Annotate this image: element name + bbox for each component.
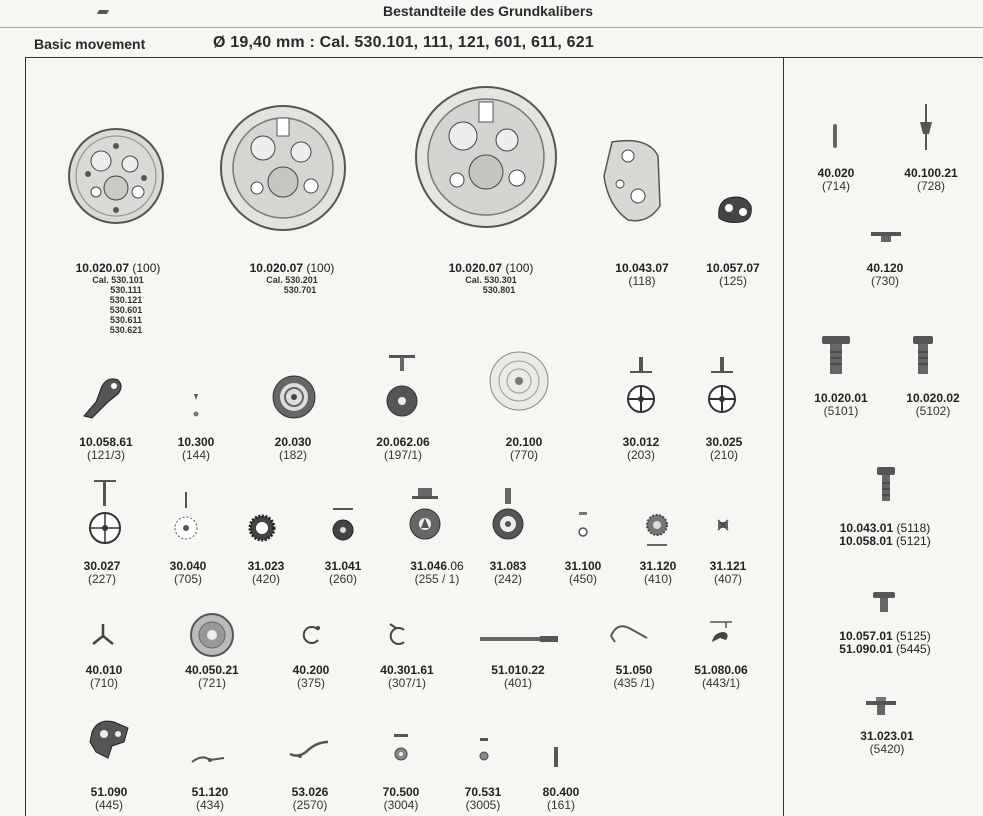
lever-image: [78, 372, 128, 422]
screw-3005-image: [477, 736, 491, 762]
mainspring-barrel-image: [188, 612, 236, 658]
wheel-203-image: [626, 355, 656, 415]
part-20.062.06: 20.062.06 (197/1): [376, 435, 430, 462]
part-30.040: 30.040 (705): [169, 559, 207, 586]
wheel-705-image: [172, 490, 200, 542]
part-40.200: 40.200 (375): [292, 663, 330, 690]
pin-161-image: [553, 747, 559, 767]
wheel-420-image: [248, 514, 276, 542]
part-31.046.06: 31.046.06 (255 / 1): [410, 559, 464, 586]
part-51.050: 51.050 (435 /1): [613, 663, 655, 690]
part-20.030: 20.030 (182): [274, 435, 312, 462]
screw-5102-image: [913, 336, 933, 374]
stem-image: [480, 634, 560, 644]
wheel-227-image: [88, 478, 122, 546]
balance-assembly-image: [385, 353, 419, 423]
stem-728-image: [917, 104, 935, 150]
part-10.020.07-a: 10.020.07 (100) Cal. 530.101 530.111 530.121 530.601 530.611 530.621: [75, 261, 161, 335]
part-31.023.01: 31.023.01 (5420): [860, 729, 914, 756]
part-40.020: 40.020 (714): [817, 166, 855, 193]
screw-3004-image: [392, 732, 410, 762]
part-70.531: 70.531 (3005): [464, 785, 502, 812]
part-10.058.61: 10.058.61 (121/3): [79, 435, 133, 462]
part-53.026: 53.026 (2570): [291, 785, 329, 812]
balance-wheel-image: [269, 374, 319, 420]
movement-image-2: [217, 104, 349, 232]
screw-730-image: [871, 230, 901, 242]
basic-movement-label: Basic movement: [34, 36, 146, 52]
part-10.300: 10.300 (144): [177, 435, 215, 462]
column-divider: [783, 57, 784, 816]
header-rule: [0, 27, 983, 28]
part-10.020.07-b: 10.020.07 (100) Cal. 530.201 530.701: [249, 261, 335, 295]
screw-5118-image: [877, 467, 895, 501]
part-31.120: 31.120 (410): [639, 559, 677, 586]
spring-435-image: [607, 620, 649, 644]
part-10.057.01-51.090.01: 10.057.01 (5125) 51.090.01 (5445): [839, 629, 931, 656]
click-spring-image: [90, 622, 116, 648]
movement-image-1: [66, 126, 166, 226]
part-51.080.06: 51.080.06 (443/1): [694, 663, 748, 690]
part-70.500: 70.500 (3004): [382, 785, 420, 812]
part-51.090: 51.090 (445): [90, 785, 128, 812]
barrel-image: [408, 486, 442, 542]
part-40.010: 40.010 (710): [85, 663, 123, 690]
part-31.023: 31.023 (420): [247, 559, 285, 586]
wheel-210-image: [707, 355, 737, 415]
part-31.083: 31.083 (242): [489, 559, 527, 586]
jewel-pin-image: [192, 392, 200, 418]
page-title-german: Bestandteile des Grundkalibers: [383, 3, 594, 19]
part-10.043.07: 10.043.07 (118): [615, 261, 669, 288]
part-80.400: 80.400 (161): [542, 785, 580, 812]
part-31.041: 31.041 (260): [324, 559, 362, 586]
bridge-plate-image: [598, 136, 664, 226]
spring-307-image: [386, 620, 412, 648]
part-30.027: 30.027 (227): [83, 559, 121, 586]
part-40.120: 40.120 (730): [866, 261, 904, 288]
lever-443-image: [706, 618, 736, 648]
part-51.120: 51.120 (434): [191, 785, 229, 812]
part-10.020.02: 10.020.02 (5102): [906, 391, 960, 418]
wheel-260-image: [329, 506, 357, 542]
spring-375-image: [300, 624, 322, 646]
spring-2570-image: [288, 738, 332, 762]
part-10.043.01-10.058.01: 10.043.01 (5118) 10.058.01 (5121): [839, 521, 931, 548]
header-mark: [97, 10, 109, 14]
part-10.020.01: 10.020.01 (5101): [814, 391, 868, 418]
wheel-242-image: [491, 486, 525, 542]
screw-5125-image: [873, 592, 895, 612]
part-40.050.21: 40.050.21 (721): [185, 663, 239, 690]
part-30.012: 30.012 (203): [622, 435, 660, 462]
part-20.100: 20.100 (770): [505, 435, 543, 462]
jewel-714-image: [831, 124, 839, 148]
pinion-450-image: [576, 510, 590, 538]
wheel-410-image: [644, 512, 670, 550]
spring-434-image: [190, 752, 226, 766]
screw-5101-image: [822, 336, 850, 374]
part-40.100.21: 40.100.21 (728): [904, 166, 958, 193]
part-30.025: 30.025 (210): [705, 435, 743, 462]
movement-image-3: [413, 84, 559, 230]
pinion-407-image: [716, 518, 730, 532]
bridge-small-image: [715, 194, 755, 226]
caliber-line: Ø 19,40 mm : Cal. 530.101, 111, 121, 601, 611, 621: [213, 34, 594, 51]
part-31.121: 31.121 (407): [709, 559, 747, 586]
part-10.020.07-c: 10.020.07 (100) Cal. 530.301 530.801: [448, 261, 534, 295]
part-51.010.22: 51.010.22 (401): [491, 663, 545, 690]
hairspring-image: [488, 350, 550, 412]
part-40.301.61: 40.301.61 (307/1): [380, 663, 434, 690]
bridge-445-image: [84, 712, 134, 762]
part-31.100: 31.100 (450): [564, 559, 602, 586]
screw-5420-image: [866, 697, 896, 715]
part-10.057.07: 10.057.07 (125): [706, 261, 760, 288]
